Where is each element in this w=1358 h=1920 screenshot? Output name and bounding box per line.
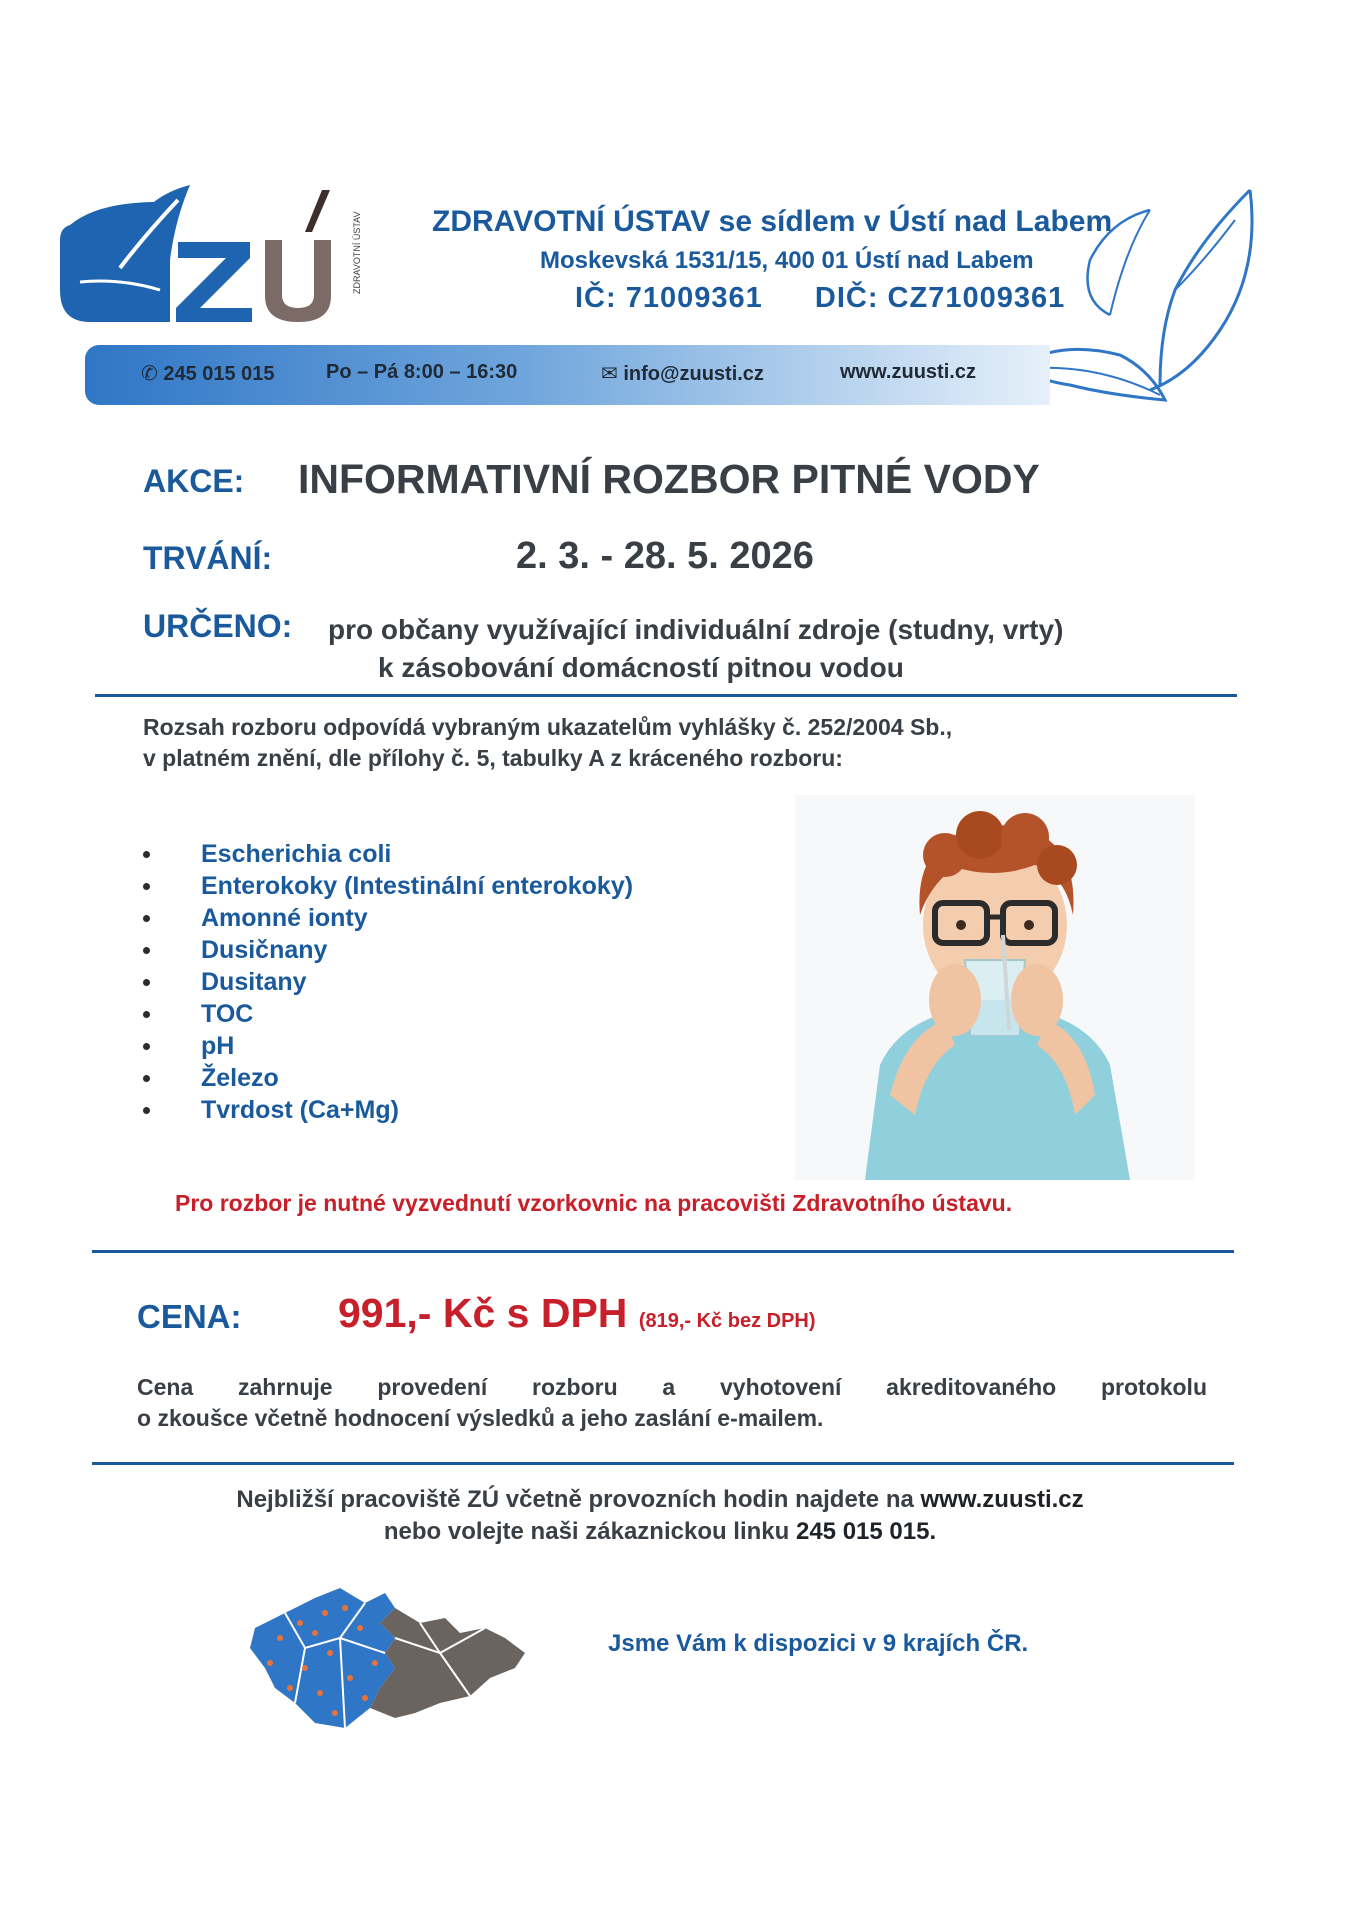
- price-description: Cena zahrnuje provedení rozboru a vyhotovení akreditovaného protokolu o zkoušce včetně hodnocení výsledků a jeho zaslání e-mailem.: [137, 1374, 1207, 1431]
- scope-text: Rozsah rozboru odpovídá vybraným ukazatelům vyhlášky č. 252/2004 Sb., v platném znění, dle přílohy č. 5, tabulky A z kráceného rozboru:: [143, 714, 953, 771]
- list-item: Dusitany: [143, 966, 633, 998]
- list-item: Železo: [143, 1062, 633, 1094]
- regions-text: Jsme Vám k dispozici v 9 krajích ČR.: [608, 1630, 1029, 1657]
- org-ids: [575, 282, 1065, 315]
- org-address: Moskevská 1531/15, 400 01 Ústí nad Labem: [540, 247, 1034, 274]
- bullet-icon: [143, 1011, 150, 1018]
- bullet-icon: [143, 1043, 150, 1050]
- urceno-text-line2: k zásobování domácností pitnou vodou: [378, 652, 904, 683]
- web-link[interactable]: www.zuusti.cz: [840, 361, 976, 383]
- phone-contact[interactable]: ✆ 245 015 015: [141, 363, 275, 385]
- list-item: TOC: [143, 998, 633, 1030]
- parameter-list: [143, 838, 633, 1126]
- org-name: ZDRAVOTNÍ ÚSTAV se sídlem v Ústí nad Labem: [432, 205, 1113, 238]
- phone-icon: ✆: [141, 363, 164, 385]
- nearest-office-text: Nejbližší pracoviště ZÚ včetně provozních hodin najdete na www.zuusti.cz nebo volejte naši zákaznickou linku 245 015 015.: [236, 1486, 1084, 1545]
- list-item: pH: [143, 1030, 633, 1062]
- phone-link[interactable]: 245 015 015: [795, 1518, 930, 1545]
- web-link[interactable]: www.zuusti.cz: [920, 1486, 1084, 1513]
- bullet-icon: [143, 1075, 150, 1082]
- bullet-icon: [143, 947, 150, 954]
- bullet-icon: [143, 1107, 150, 1114]
- urceno-label: URČENO:: [143, 608, 293, 644]
- divider: [92, 1250, 1234, 1253]
- trvani-label: TRVÁNÍ:: [143, 540, 273, 576]
- list-item: Tvrdost (Ca+Mg): [143, 1094, 633, 1126]
- trvani-dates: 2. 3. - 28. 5. 2026: [516, 535, 814, 577]
- cena-label: CENA:: [137, 1298, 242, 1335]
- bullet-icon: [143, 883, 150, 890]
- czech-map-icon: [245, 1578, 535, 1733]
- akce-title: INFORMATIVNÍ ROZBOR PITNÉ VODY: [298, 456, 1040, 502]
- child-drinking-photo: [795, 795, 1195, 1180]
- envelope-icon: ✉: [601, 363, 624, 385]
- bullet-icon: [143, 851, 150, 858]
- list-item: Amonné ionty: [143, 902, 633, 934]
- divider: [92, 1462, 1234, 1465]
- list-item: Enterokoky (Intestinální enterokoky): [143, 870, 633, 902]
- office-hours: Po – Pá 8:00 – 16:30: [326, 361, 518, 383]
- list-item: Escherichia coli: [143, 838, 633, 870]
- akce-label: AKCE:: [143, 463, 245, 499]
- logo-side-text: ZDRAVOTNÍ ÚSTAV: [352, 211, 362, 295]
- dic: DIČ: CZ71009361: [814, 282, 1066, 314]
- list-item: Dusičnany: [143, 934, 633, 966]
- divider: [95, 694, 1237, 697]
- price-note: (819,- Kč bez DPH): [638, 1310, 816, 1332]
- pickup-note: Pro rozbor je nutné vyzvednutí vzorkovnic na pracovišti Zdravotního ústavu.: [175, 1190, 1013, 1216]
- bullet-icon: [143, 915, 150, 922]
- email-link[interactable]: ✉ info@zuusti.cz: [601, 363, 764, 385]
- ico: IČ: 71009361: [575, 282, 763, 314]
- bullet-icon: [143, 979, 150, 986]
- price-value: 991,- Kč s DPH (819,- Kč bez DPH): [338, 1290, 816, 1336]
- urceno-text-line1: pro občany využívající individuální zdroje (studny, vrty): [328, 614, 1064, 645]
- contact-bar: [85, 345, 1050, 405]
- zu-logo: [60, 180, 400, 330]
